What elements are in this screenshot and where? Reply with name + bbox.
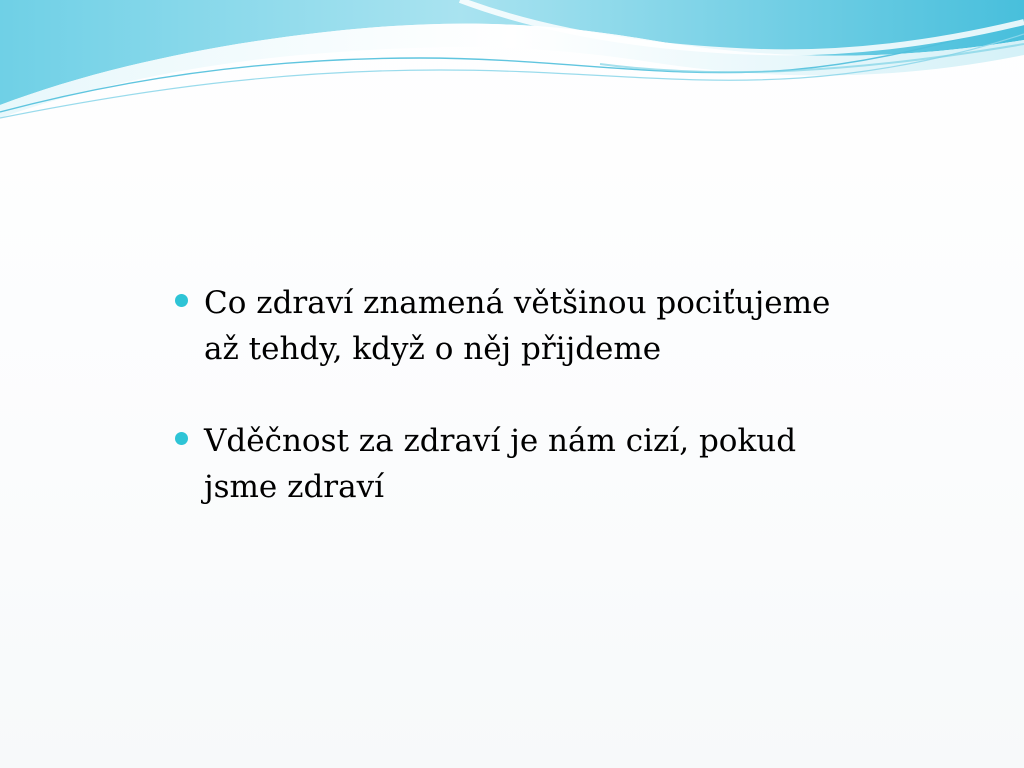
bullet-item-1 [175, 280, 855, 372]
bullet-text: Co zdraví znamená většinou pociťujeme až tehdy, když o něj přijdeme [204, 285, 831, 367]
bullet-item-2 [175, 418, 855, 510]
bullet-dot-icon [175, 432, 188, 445]
wave-decoration [0, 0, 1024, 130]
bullet-list [175, 280, 855, 556]
bullet-dot-icon [175, 294, 188, 307]
bullet-text: Vděčnost za zdraví je nám cizí, pokud jsme zdraví [204, 423, 797, 505]
